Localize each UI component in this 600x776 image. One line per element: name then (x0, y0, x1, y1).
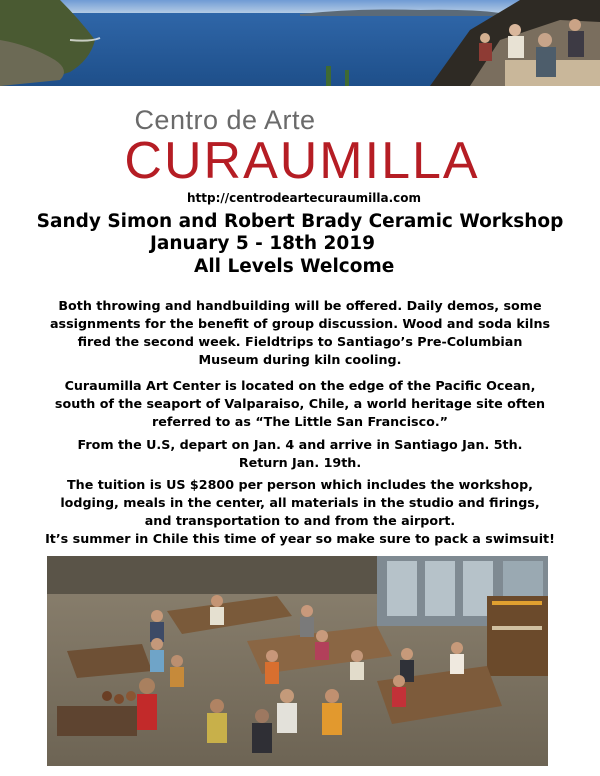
studio-photo (47, 556, 548, 766)
paragraph-line: lodging, meals in the center, all materials in the studio and firings, (60, 495, 540, 510)
paragraph-line: assignments for the benefit of group discussion. Wood and soda kilns (49, 316, 551, 331)
paragraph-line: Both throwing and handbuilding will be offered. Daily demos, some (58, 298, 542, 313)
paragraph-line: fired the second week. Fieldtrips to Santiago’s Pre-Columbian (77, 334, 523, 349)
paragraph-line: referred to as “The Little San Francisco.” (152, 414, 448, 429)
description-paragraph (10, 297, 590, 369)
website-url[interactable]: http://centrodeartecuraumilla.com (186, 191, 422, 205)
paragraph-line: It’s summer in Chile this time of year so make sure to pack a swimsuit! (45, 531, 555, 546)
paragraph-line: Museum during kiln cooling. (198, 352, 402, 367)
workshop-dates: January 5 - 18th 2019 (150, 233, 375, 254)
paragraph-line: and transportation to and from the airport. (144, 513, 456, 528)
paragraph-line: south of the seaport of Valparaiso, Chile, a world heritage site often (54, 396, 546, 411)
coastal-view-image (0, 0, 600, 86)
paragraph-line: The tuition is US $2800 per person which includes the workshop, (67, 477, 533, 492)
tuition-paragraph (10, 476, 590, 548)
studio-workshop-image (47, 556, 548, 766)
travel-paragraph (10, 436, 590, 472)
location-paragraph (10, 377, 590, 431)
hero-photo (0, 0, 600, 86)
logo-subtitle: Centro de Arte (134, 105, 316, 135)
paragraph-line: Curaumilla Art Center is located on the edge of the Pacific Ocean, (64, 378, 536, 393)
paragraph-line: From the U.S, depart on Jan. 4 and arrive in Santiago Jan. 5th. (77, 437, 523, 452)
paragraph-line: Return Jan. 19th. (238, 455, 362, 470)
logo-title: CURAUMILLA (124, 132, 480, 190)
workshop-title: Sandy Simon and Robert Brady Ceramic Workshop (36, 211, 564, 232)
workshop-levels: All Levels Welcome (194, 256, 395, 277)
